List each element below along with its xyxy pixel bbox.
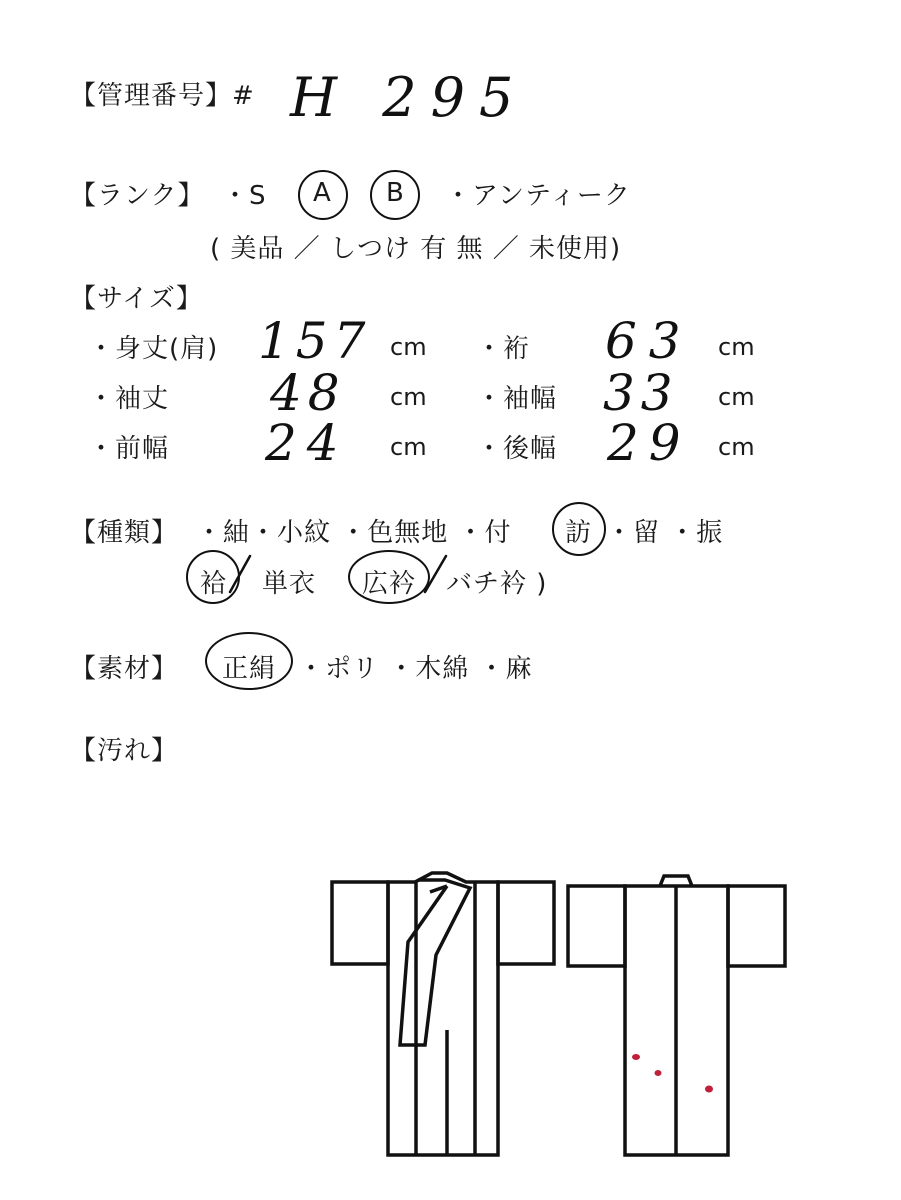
type-hiroeri: 広衿: [362, 569, 417, 599]
rank-option-a: A: [313, 178, 332, 208]
size-yuki-label: ・裄: [476, 334, 531, 364]
size-ushirohaba-label: ・後幅: [476, 434, 558, 464]
slash-hiroeri: [425, 556, 446, 592]
size-sodehaba-unit: cm: [718, 383, 755, 411]
kimono-back-diagram: [568, 876, 785, 1155]
rank-option-s: ・S: [222, 181, 267, 211]
size-sodehaba-label: ・袖幅: [476, 384, 558, 414]
size-maehaba-unit: cm: [390, 433, 427, 461]
kimono-front-diagram: [332, 873, 554, 1155]
management-number-label: 【管理番号】#: [70, 81, 255, 111]
front-right-sleeve: [498, 882, 554, 964]
size-mitake-label: ・身丈(肩): [88, 334, 219, 364]
type-line1-options: ・紬・小紋 ・色無地 ・付: [196, 518, 512, 548]
size-ushirohaba-value: 29: [607, 414, 691, 472]
rank-detail: ( 美品 ／ しつけ 有 無 ／ 未使用): [210, 234, 622, 264]
size-label: 【サイズ】: [70, 284, 203, 314]
size-maehaba-label: ・前幅: [88, 434, 170, 464]
size-sodetake-value: 48: [270, 364, 346, 422]
type-houmongi: 訪: [565, 518, 593, 548]
front-body: [388, 873, 498, 1155]
front-collar: [400, 880, 470, 1045]
size-mitake-unit: cm: [390, 333, 427, 361]
size-sodetake-label: ・袖丈: [88, 384, 170, 414]
material-others: ・ポリ ・木綿 ・麻: [298, 654, 533, 684]
stain-marks: [632, 1054, 713, 1093]
rank-option-b: B: [386, 178, 405, 208]
type-awase: 袷: [200, 569, 228, 599]
management-number-value: H 295: [290, 66, 528, 129]
material-silk: 正絹: [222, 654, 277, 684]
size-sodehaba-value: 33: [603, 364, 679, 422]
front-left-sleeve: [332, 882, 388, 964]
stain-label: 【汚れ】: [70, 736, 179, 766]
size-maehaba-value: 24: [265, 414, 349, 472]
size-yuki-unit: cm: [718, 333, 755, 361]
size-yuki-value: 63: [605, 312, 693, 370]
material-label: 【素材】: [70, 654, 179, 684]
type-bachieri: バチ衿 ): [446, 569, 548, 599]
type-label: 【種類】: [70, 518, 179, 548]
back-left-sleeve: [568, 886, 625, 966]
rank-label: 【ランク】: [70, 181, 205, 211]
size-ushirohaba-unit: cm: [718, 433, 755, 461]
type-hitoe: 単衣: [262, 569, 317, 599]
back-right-sleeve: [728, 886, 785, 966]
slash-awase: [230, 556, 250, 592]
size-mitake-value: 157: [258, 312, 372, 370]
size-sodetake-unit: cm: [390, 383, 427, 411]
rank-option-antique: ・アンティーク: [445, 181, 631, 211]
type-line1-rest: ・留 ・振: [606, 518, 724, 548]
